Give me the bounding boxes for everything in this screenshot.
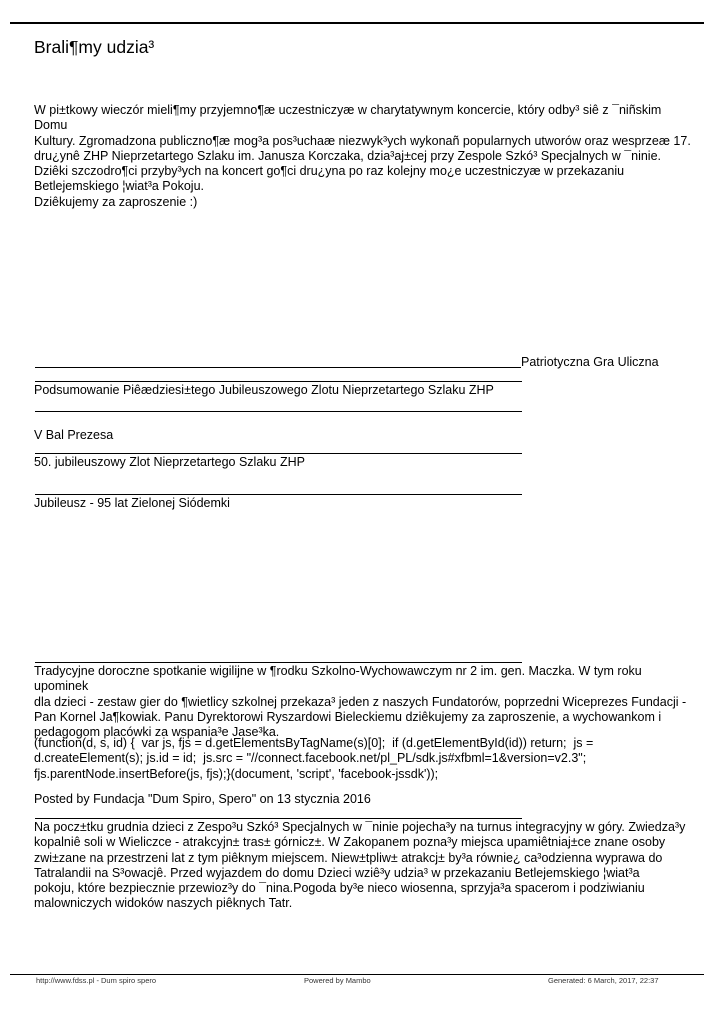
article-title-zlot: 50. jubileuszowy Zlot Nieprzetartego Szlaku ZHP bbox=[34, 455, 305, 469]
footer-powered-by: Powered by Mambo bbox=[304, 976, 371, 985]
separator-jubileusz bbox=[35, 494, 522, 495]
footer-rule bbox=[10, 974, 704, 975]
separator-bal bbox=[35, 411, 522, 412]
separator-wigilia bbox=[35, 662, 522, 663]
article-zakopane-text: Na pocz±tku grudnia dzieci z Zespo³u Szkó³ Specjalnych w ¯ninie pojecha³y na turnus integracyjny w góry. Zwiedza³y kopalniê soli w Wieliczce - atrakcyjn± tras± górnicz±. W Zakopanem pozna³y miejsca upamiêtniaj±ce znane osoby zwi±zane na przestrzeni lat z tym piêknym miejscem. Niew±tpliw± atrakcj± by³a równie¿ ca³odzienna wyprawa do Tatralandii na S³owacjê. Przed wyjazdem do domu Dzieci wziê³y udzia³ w przekazaniu Betlejemskiego ¦wiat³a pokoju, które bezpiecznie przewioz³y do ¯nina.Pogoda by³e nieco wiosenna, sprzyja³a spacerom i podziwianiu malowniczych widoków naszych piêknych Tatr. bbox=[34, 820, 686, 911]
article-title-bal: V Bal Prezesa bbox=[34, 428, 114, 442]
intro-paragraph: W pi±tkowy wieczór mieli¶my przyjemno¶æ uczestniczyæ w charytatywnym koncercie, który odby³ siê z ¯niñskim Domu Kultury. Zgromadzona publiczno¶æ mog³a pos³uchaæ niezwyk³ych wykonañ popularnych utworów oraz wesprzeæ 17. dru¿ynê ZHP Nieprzetartego Szlaku im. Janusza Korczaka, dzia³aj±cej przy Zespole Szkó³ Specjalnych w ¯ninie. Dziêki szczodro¶ci przyby³ych na koncert go¶ci dru¿yna po raz kolejny mo¿e uczestniczyæ w przekazaniu Betlejemskiego ¦wiat³a Pokoju. Dziêkujemy za zaproszenie :) bbox=[34, 103, 691, 209]
footer-url: http://www.fdss.pl - Dum spiro spero bbox=[36, 976, 157, 985]
separator-podsumowanie bbox=[35, 381, 522, 382]
article-wigilia-text: Tradycyjne doroczne spotkanie wigilijne w ¶rodku Szkolno-Wychowawczym nr 2 im. gen. Maczka. W tym roku upominek dla dzieci - zestaw gier do ¶wietlicy szkolnej przekaza³ jeden z naszych Fundatorów, poprzedni Wiceprezes Fundacji - Pan Kornel Ja¶kowiak. Panu Dyrektorowi Ryszardowi Bieleckiemu dziêkujemy za zaproszenie, a wychowankom i pedagogom placówki za wspania³e Jase³ka. bbox=[34, 664, 687, 740]
separator-zlot bbox=[35, 453, 522, 454]
separator-zakopane bbox=[35, 818, 522, 819]
article-title-patriotyczna: Patriotyczna Gra Uliczna bbox=[521, 355, 659, 369]
footer-generated: Generated: 6 March, 2017, 22:37 bbox=[548, 976, 659, 985]
top-rule bbox=[10, 22, 704, 24]
article-title-jubileusz: Jubileusz - 95 lat Zielonej Siódemki bbox=[34, 496, 230, 510]
page-title: Brali¶my udzia³ bbox=[34, 37, 155, 57]
posted-by-line: Posted by Fundacja "Dum Spiro, Spero" on 13 stycznia 2016 bbox=[34, 792, 371, 806]
article-title-podsumowanie: Podsumowanie Piêædziesi±tego Jubileuszowego Zlotu Nieprzetartego Szlaku ZHP bbox=[34, 383, 494, 397]
separator-patriotyczna bbox=[35, 367, 521, 368]
facebook-script-text: (function(d, s, id) { var js, fjs = d.getElementsByTagName(s)[0]; if (d.getElementById(id)) return; js = d.createElement(s); js.id = id; js.src = "//connect.facebook.net/pl_PL/sdk.js#xfbml=1&version=v2.3"; fjs.parentNode.insertBefore(js, fjs);}(document, 'script', 'facebook-jssdk')); bbox=[34, 736, 594, 781]
